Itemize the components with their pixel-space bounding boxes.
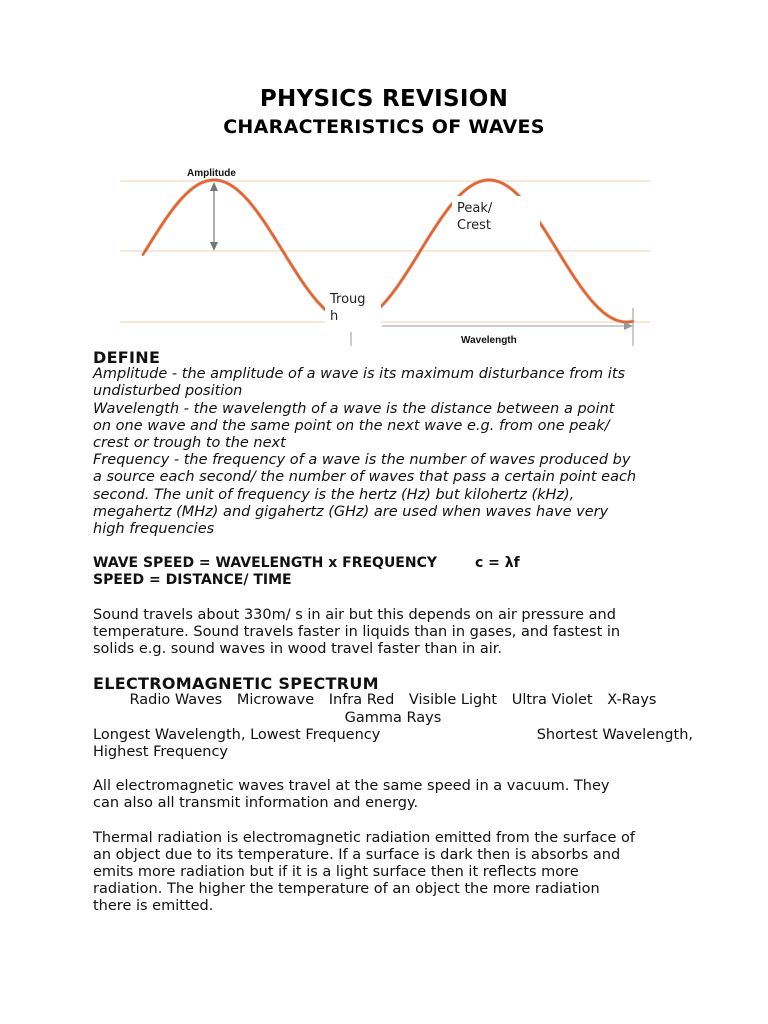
define-line: Frequency - the frequency of a wave is the number of waves produced by bbox=[93, 452, 631, 469]
amplitude-arrowhead-bottom bbox=[210, 242, 218, 251]
amplitude-arrowhead-top bbox=[210, 182, 218, 191]
spectrum-shortest: Shortest Wavelength, bbox=[536, 726, 693, 743]
spectrum-item: Ultra Violet bbox=[511, 692, 593, 709]
sound-paragraph bbox=[93, 607, 693, 659]
thermal-line: emits more radiation but if it is a light surface then it reflects more bbox=[93, 864, 579, 881]
spectrum-item-gamma: Gamma Rays bbox=[344, 709, 442, 726]
wave-diagram-svg bbox=[0, 160, 768, 350]
define-line: crest or trough to the next bbox=[93, 435, 286, 452]
trough-label-line-2: h bbox=[330, 309, 339, 324]
define-line: undisturbed position bbox=[93, 383, 243, 400]
em-line: can also all transmit information and energy. bbox=[93, 795, 419, 812]
spectrum-range bbox=[93, 727, 693, 744]
define-line: Wavelength - the wavelength of a wave is the distance between a point bbox=[93, 400, 615, 417]
sound-line: solids e.g. sound waves in wood travel faster than in air. bbox=[93, 641, 503, 658]
define-line: on one wave and the same point on the next wave e.g. from one peak/ bbox=[93, 417, 610, 434]
thermal-paragraph bbox=[93, 830, 693, 916]
define-line: a source each second/ the number of waves that pass a certain point each bbox=[93, 469, 637, 486]
spectrum-longest: Longest Wavelength, Lowest Frequency bbox=[93, 726, 381, 743]
wavelength-label: Wavelength bbox=[461, 335, 517, 346]
em-line: All electromagnetic waves travel at the same speed in a vacuum. They bbox=[93, 778, 610, 795]
wave-speed-symbolic: c = λf bbox=[475, 555, 520, 572]
amplitude-label: Amplitude bbox=[187, 168, 236, 179]
thermal-line: an object due to its temperature. If a surface is dark then is absorbs and bbox=[93, 846, 621, 863]
spectrum-item: Visible Light bbox=[408, 692, 498, 709]
define-text bbox=[93, 366, 693, 538]
wave-diagram bbox=[0, 160, 768, 350]
trough-label-line-1: Troug bbox=[330, 292, 366, 307]
thermal-line: radiation. The higher the temperature of an object the more radiation bbox=[93, 881, 600, 898]
sound-line: temperature. Sound travels faster in liquids than in gases, and fastest in bbox=[93, 623, 621, 640]
page-subtitle: CHARACTERISTICS OF WAVES bbox=[223, 116, 545, 138]
wave-speed-equation: WAVE SPEED = WAVELENGTH x FREQUENCY bbox=[93, 555, 437, 572]
document-body bbox=[93, 349, 693, 916]
define-line: megahertz (MHz) and gigahertz (GHz) are used when waves have very bbox=[93, 503, 609, 520]
sound-line: Sound travels about 330m/ s in air but this depends on air pressure and bbox=[93, 606, 616, 623]
spectrum-item: Microwave bbox=[236, 692, 315, 709]
define-line: second. The unit of frequency is the hertz (Hz) but kilohertz (kHz), bbox=[93, 486, 575, 503]
peak-label-line-2: Crest bbox=[457, 218, 492, 233]
speed-formula: SPEED = DISTANCE/ TIME bbox=[93, 572, 292, 589]
spectrum-item: Infra Red bbox=[328, 692, 395, 709]
define-heading: DEFINE bbox=[93, 348, 161, 367]
page-title: PHYSICS REVISION bbox=[259, 86, 509, 112]
spectrum-highest: Highest Frequency bbox=[93, 744, 229, 761]
wave-speed-formula bbox=[93, 555, 693, 572]
thermal-line: there is emitted. bbox=[93, 898, 214, 915]
em-spectrum-list bbox=[93, 692, 693, 709]
define-line: Amplitude - the amplitude of a wave is its maximum disturbance from its bbox=[93, 366, 626, 383]
spectrum-item: X-Rays bbox=[607, 692, 657, 709]
em-paragraph-1 bbox=[93, 778, 693, 812]
peak-label-line-1: Peak/ bbox=[457, 201, 493, 216]
define-line: high frequencies bbox=[93, 521, 215, 538]
thermal-line: Thermal radiation is electromagnetic radiation emitted from the surface of bbox=[93, 829, 635, 846]
em-spectrum-heading: ELECTROMAGNETIC SPECTRUM bbox=[93, 674, 379, 694]
spectrum-item: Radio Waves bbox=[129, 692, 223, 709]
